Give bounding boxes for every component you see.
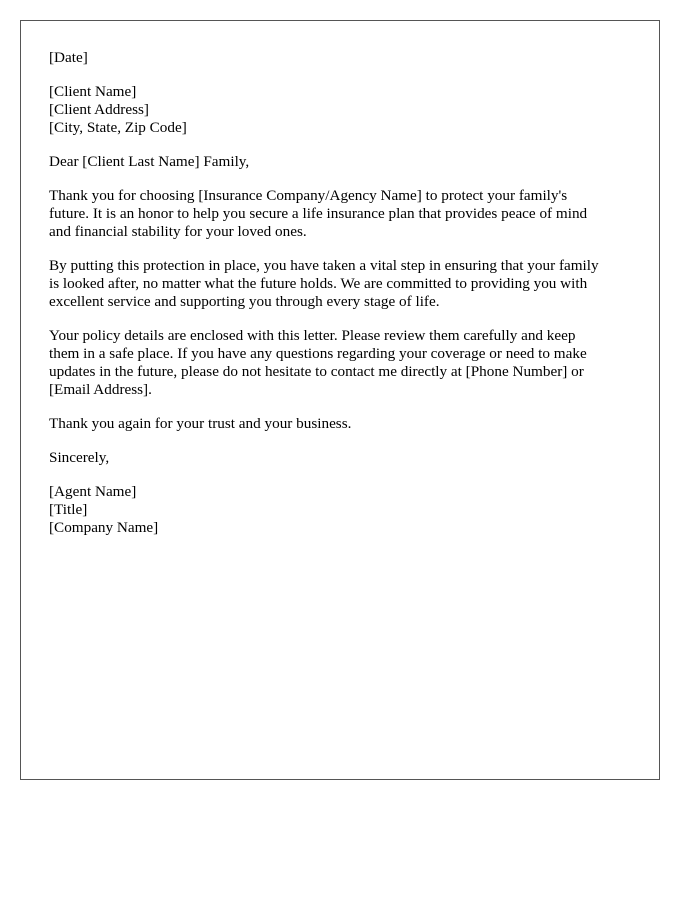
paragraph-line: [Email Address]. [49,381,152,398]
salutation: Dear [Client Last Name] Family, [49,153,250,170]
letter-body [49,49,639,553]
recipient-city-state-zip: [City, State, Zip Code] [49,119,187,136]
letter-page [20,20,660,780]
date-block [49,49,639,67]
agent-name: [Agent Name] [49,483,137,500]
paragraph-line: Thank you again for your trust and your business. [49,415,352,432]
agent-title: [Title] [49,501,88,518]
paragraph-line: By putting this protection in place, you have taken a vital step in ensuring that your family [49,257,599,274]
closing-block [49,449,639,467]
signature-block [49,483,639,537]
paragraph-line: them in a safe place. If you have any questions regarding your coverage or need to make [49,345,587,362]
paragraph-thank-again [49,415,639,433]
salutation-block [49,153,639,171]
paragraph-line: updates in the future, please do not hesitate to contact me directly at [Phone Number] or [49,363,584,380]
paragraph-line: future. It is an honor to help you secure a life insurance plan that provides peace of mind [49,205,588,222]
recipient-name: [Client Name] [49,83,137,100]
letter-date: [Date] [49,49,88,66]
paragraph-line: and financial stability for your loved ones. [49,223,307,240]
paragraph-line: Thank you for choosing [Insurance Company/Agency Name] to protect your family's [49,187,568,204]
paragraph-policy-details [49,327,639,399]
recipient-address: [Client Address] [49,101,149,118]
paragraph-thank-you [49,187,639,241]
recipient-block [49,83,639,137]
paragraph-line: is looked after, no matter what the future holds. We are committed to providing you with [49,275,588,292]
closing: Sincerely, [49,449,110,466]
paragraph-line: excellent service and supporting you through every stage of life. [49,293,440,310]
paragraph-line: Your policy details are enclosed with this letter. Please review them carefully and keep [49,327,576,344]
paragraph-commitment [49,257,639,311]
company-name: [Company Name] [49,519,159,536]
